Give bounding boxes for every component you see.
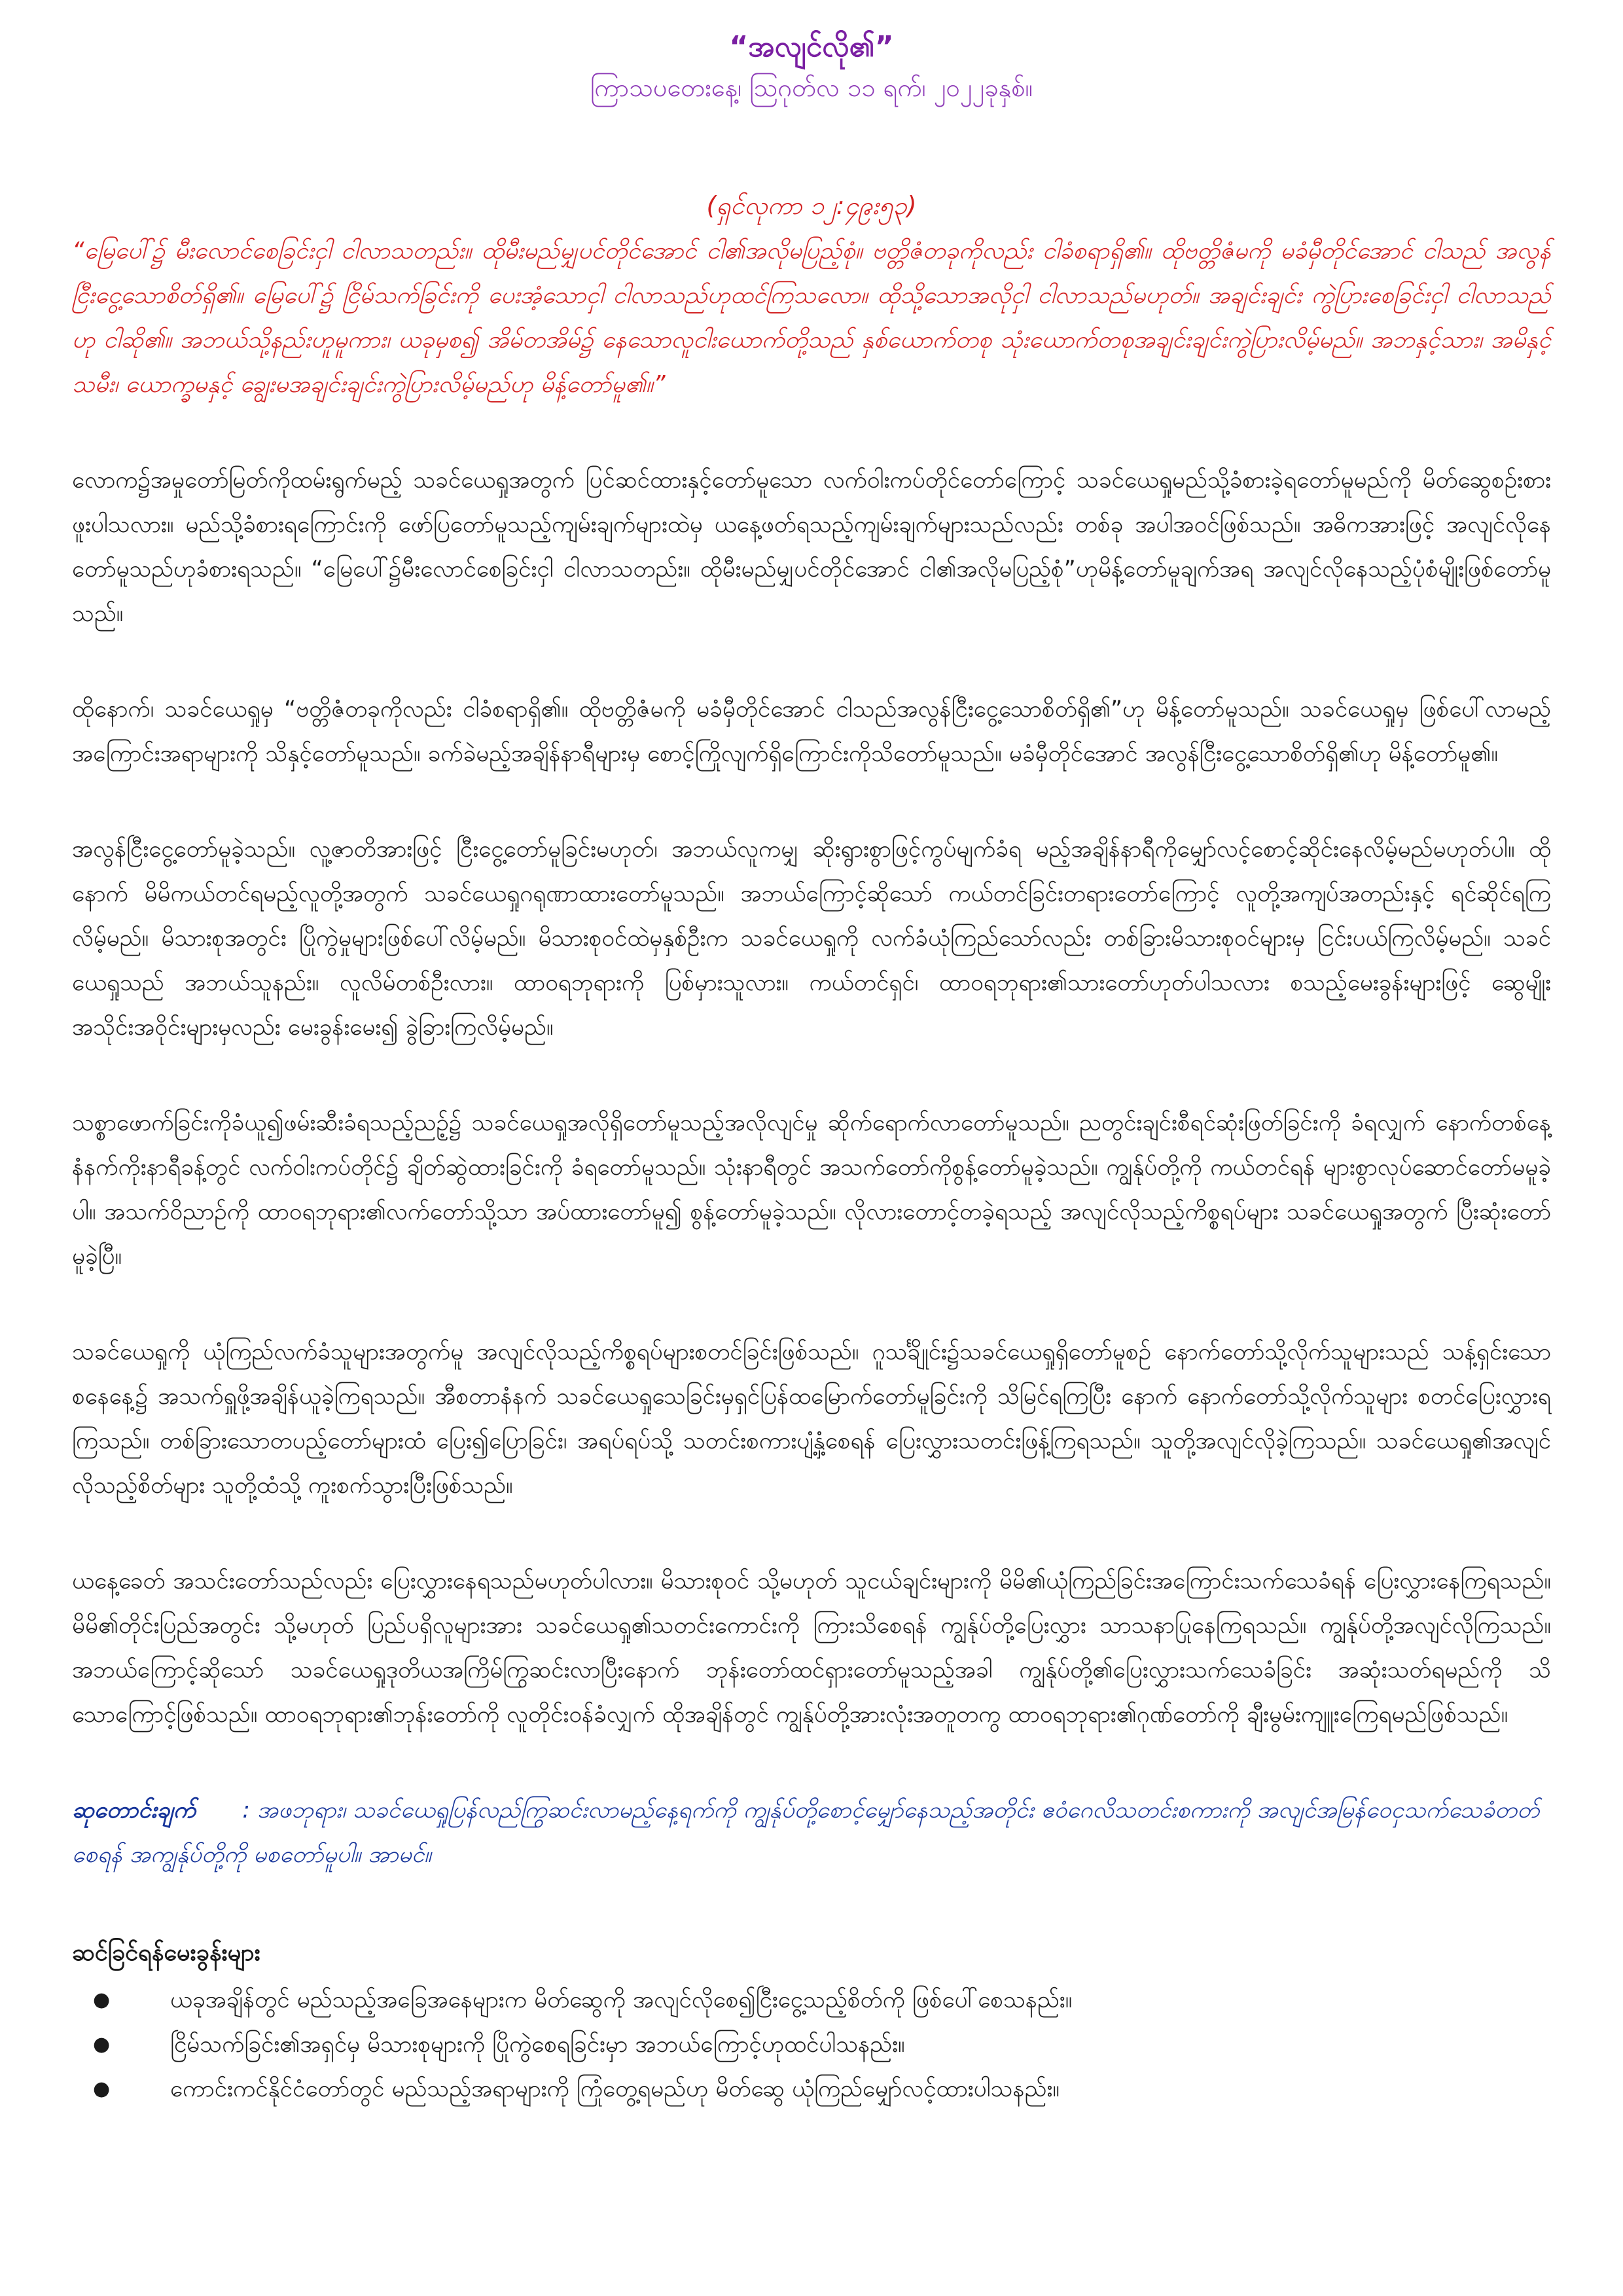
paragraph-5: သခင်ယေရှုကို ယုံကြည်လက်ခံသူများအတွက်မူ အလျင်လိုသည့်ကိစ္စရပ်များစတင်ခြင်းဖြစ်သည်။ ဂူသင်္ချိုင်း၌သခင်ယေရှုရှိတော်မူစဉ် နောက်တော်သို့လိုက်သူများသည် သန့်ရှင်းသောစနေနေ့၌ အသက်ရှူဖို့အချိန်ယူခဲ့ကြရသည်။ အီစတာနံနက် သခင်ယေရှုသေခြင်းမှရှင်ပြန်ထမြောက်တော်မူခြင်းကို သိမြင်ရကြပြီး နောက် နောက်တော်သို့လိုက်သူများ စတင်ပြေးလွှားရကြသည်။ တစ်ခြားသောတပည့်တော်များထံ ပြေး၍ပြောခြင်း၊ အရပ်ရပ်သို့ သတင်းစကားပျံ့နှံ့စေရန် ပြေးလွှားသတင်းဖြန့်ကြရသည်။ သူတို့အလျင်လိုခဲ့ကြသည်။ သခင်ယေရှု၏အလျင်လိုသည့်စိတ်များ သူတို့ထံသို့ ကူးစက်သွားပြီးဖြစ်သည်။ [72, 1339, 1551, 1499]
prayer-block [72, 1788, 1551, 1877]
page-title: “အလျင်လို၏” [729, 30, 894, 63]
bullet-icon: ● [93, 1988, 111, 2011]
questions-list [72, 1978, 1551, 2111]
prayer-label: ဆုတောင်းချက် [72, 1797, 196, 1823]
list-item [72, 1978, 1551, 2022]
scripture-text: “မြေပေါ်၌ မီးလောင်စေခြင်းငှါ ငါလာသတည်း။ ထိုမီးမည်မျှပင်တိုင်အောင် ငါ၏အလိုမပြည့်စုံ။ ဗတ္တိဇံတခုကိုလည်း ငါခံစရာရှိ၏။ ထိုဗတ္တိဇံမကို မခံမှီတိုင်အောင် ငါသည် အလွန်ငြီးငွေ့သောစိတ်ရှိ၏။ မြေပေါ်၌ ငြိမ်သက်ခြင်းကို ပေးအံ့သောငှါ ငါလာသည်ဟုထင်ကြသလော။ ထိုသို့သောအလိုငှါ ငါလာသည်မဟုတ်။ အချင်းချင်း ကွဲပြားစေခြင်းငှါ ငါလာသည်ဟု ငါဆို၏။ အဘယ်သို့နည်းဟူမူကား၊ ယခုမှစ၍ အိမ်တအိမ်၌ နေသောလူငါးယောက်တို့သည် နှစ်ယောက်တစု သုံးယောက်တစုအချင်းချင်းကွဲပြားလိမ့်မည်။ အဘနှင့်သား၊ အမိနှင့်သမီး၊ ယောက္ခမနှင့် ချွေးမအချင်းချင်းကွဲပြားလိမ့်မည်ဟု မိန့်တော်မူ၏။” [72, 238, 1551, 398]
paragraph-2: ထိုနောက်၊ သခင်ယေရှုမှ “ဗတ္တိဇံတခုကိုလည်း ငါခံစရာရှိ၏။ ထိုဗတ္တိဇံမကို မခံမှီတိုင်အောင် ငါသည်အလွန်ငြီးငွေ့သောစိတ်ရှိ၏”ဟု မိန့်တော်မူသည်။ သခင်ယေရှုမှ ဖြစ်ပေါ်လာမည့်အကြောင်းအရာများကို သိနှင့်တော်မူသည်။ ခက်ခဲမည့်အချိန်နာရီများမှ စောင့်ကြိုလျက်ရှိကြောင်းကိုသိတော်မူသည်။ မခံမှီတိုင်အောင် အလွန်ငြီးငွေ့သောစိတ်ရှိ၏ဟု မိန့်တော်မူ၏။ [72, 696, 1551, 767]
scripture-reference: (ရှင်လုကာ ၁၂:၄၉း၅၃) [706, 191, 917, 220]
questions-heading: ဆင်ခြင်ရန်မေးခွန်းများ [72, 1939, 260, 1966]
bullet-icon: ● [93, 2077, 111, 2100]
paragraph-3: အလွန်ငြီးငွေ့တော်မူခဲ့သည်။ လူ့ဇာတိအားဖြင့် ငြီးငွေ့တော်မူခြင်းမဟုတ်၊ အဘယ်လူကမျှ ဆိုးရွားစွာဖြင့်ကွပ်မျက်ခံရ မည့်အချိန်နာရီကိုမျှော်လင့်စောင့်ဆိုင်းနေလိမ့်မည်မဟုတ်ပါ။ ထိုနောက် မိမိကယ်တင်ရမည့်လူတို့အတွက် သခင်ယေရှုဂရုဏာထားတော်မူသည်။ အဘယ်ကြောင့်ဆိုသော် ကယ်တင်ခြင်းတရားတော်ကြောင့် လူတို့အကျပ်အတည်းနှင့် ရင်ဆိုင်ရကြလိမ့်မည်။ မိသားစုအတွင်း ပြိုကွဲမှုများဖြစ်ပေါ်လိမ့်မည်။ မိသားစုဝင်ထဲမှနှစ်ဦးက သခင်ယေရှုကို လက်ခံယုံကြည်သော်လည်း တစ်ခြားမိသားစုဝင်များမှ ငြင်းပယ်ကြလိမ့်မည်။ သခင်ယေရှုသည် အဘယ်သူနည်း။ လူလိမ်တစ်ဦးလား။ ထာဝရဘုရားကို ပြစ်မှားသူလား။ ကယ်တင်ရှင်၊ ထာဝရဘုရား၏သားတော်ဟုတ်ပါသလား စသည့်မေးခွန်းများဖြင့် ဆွေမျိုးအသိုင်းအဝိုင်းများမှလည်း မေးခွန်းမေး၍ ခွဲခြားကြလိမ့်မည်။ [72, 836, 1551, 1041]
question-text: ငြိမ်သက်ခြင်း၏အရှင်မှ မိသားစုများကို ပြိုကွဲစေရခြင်းမှာ အဘယ်ကြောင့်ဟုထင်ပါသနည်း။ [170, 2032, 905, 2058]
question-text: ယခုအချိန်တွင် မည်သည့်အခြေအနေများက မိတ်ဆွေကို အလျင်လိုစေ၍ငြီးငွေ့သည့်စိတ်ကို ဖြစ်ပေါ်စေသနည်း။ [170, 1987, 1073, 2013]
prayer-text: : အဖဘုရား၊ သခင်ယေရှုပြန်လည်ကြွဆင်းလာမည့်နေ့ရက်ကို ကျွန်ုပ်တို့စောင့်မျှော်နေသည့်အတိုင်း ဧဝံဂေလိသတင်းစကားကို အလျင်အမြန်ဝေငှသက်သေခံတတ်စေရန် အကျွန်ုပ်တို့ကို မစတော်မူပါ။ အာမင်။ [72, 1797, 1540, 1868]
date-line: ကြာသပတေးနေ့၊ ဩဂုတ်လ ၁၁ ရက်၊ ၂၀၂၂ခုနှစ်။ [590, 73, 1033, 102]
question-text: ကောင်းကင်နိုင်ငံတော်တွင် မည်သည့်အရာများကို ကြုံတွေ့ရမည်ဟု မိတ်ဆွေ ယုံကြည်မျှော်လင့်ထားပါသနည်း။ [170, 2076, 1060, 2102]
list-item [72, 2067, 1551, 2111]
paragraph-6: ယနေ့ခေတ် အသင်းတော်သည်လည်း ပြေးလွှားနေရသည်မဟုတ်ပါလား။ မိသားစုဝင် သို့မဟုတ် သူငယ်ချင်းများကို မိမိ၏ယုံကြည်ခြင်းအကြောင်းသက်သေခံရန် ပြေးလွှားနေကြရသည်။ မိမိ၏တိုင်းပြည်အတွင်း သို့မဟုတ် ပြည်ပရှိလူများအား သခင်ယေရှု၏သတင်းကောင်းကို ကြားသိစေရန် ကျွန်ုပ်တို့ပြေးလွှား သာသနာပြုနေကြရသည်။ ကျွန်ုပ်တို့အလျင်လိုကြသည်။ အဘယ်ကြောင့်ဆိုသော် သခင်ယေရှုဒုတိယအကြိမ်ကြွဆင်းလာပြီးနောက် ဘုန်းတော်ထင်ရှားတော်မူသည့်အခါ ကျွန်ုပ်တို့၏ပြေးလွှားသက်သေခံခြင်း အဆုံးသတ်ရမည်ကို သိသောကြောင့်ဖြစ်သည်။ ထာဝရဘုရား၏ဘုန်းတော်ကို လူတိုင်းဝန်ခံလျှက် ထိုအချိန်တွင် ကျွန်ုပ်တို့အားလုံးအတူတကွ ထာဝရဘုရား၏ဂုဏ်တော်ကို ချီးမွမ်းကျူးကြေရမည်ဖြစ်သည်။ [72, 1568, 1551, 1728]
paragraph-4: သစ္စာဖောက်ခြင်းကိုခံယူ၍ဖမ်းဆီးခံရသည့်ညဉ့်၌ သခင်ယေရှုအလိုရှိတော်မူသည့်အလိုလျင်မှု ဆိုက်ရောက်လာတော်မူသည်။ ညတွင်းချင်းစီရင်ဆုံးဖြတ်ခြင်းကို ခံရလျှက် နောက်တစ်နေ့နံနက်ကိုးနာရီခန့်တွင် လက်ဝါးကပ်တိုင်၌ ချိတ်ဆွဲထားခြင်းကို ခံရတော်မူသည်။ သုံးနာရီတွင် အသက်တော်ကိုစွန့်တော်မူခဲ့သည်။ ကျွန်ုပ်တို့ကို ကယ်တင်ရန် များစွာလုပ်ဆောင်တော်မမူခဲ့ပါ။ အသက်ဝိညာဉ်ကို ထာဝရဘုရား၏လက်တော်သို့သာ အပ်ထားတော်မူ၍ စွန့်တော်မူခဲ့သည်။ လိုလားတောင့်တခဲ့ရသည့် အလျင်လိုသည့်ကိစ္စရပ်များ သခင်ယေရှုအတွက် ပြီးဆုံးတော်မူခဲ့ပြီ။ [72, 1110, 1551, 1270]
bullet-icon: ● [93, 2033, 111, 2056]
list-item [72, 2022, 1551, 2067]
paragraph-1: လောက၌အမှုတော်မြတ်ကိုထမ်းရွက်မည့် သခင်ယေရှုအတွက် ပြင်ဆင်ထားနှင့်တော်မူသော လက်ဝါးကပ်တိုင်တော်ကြောင့် သခင်ယေရှုမည်သို့ခံစားခဲ့ရတော်မူမည်ကို မိတ်ဆွေစဉ်းစားဖူးပါသလား။ မည်သို့ခံစားရကြောင်းကို ဖော်ပြတော်မူသည့်ကျမ်းချက်များထဲမှ ယနေ့ဖတ်ရသည့်ကျမ်းချက်များသည်လည်း တစ်ခု အပါအဝင်ဖြစ်သည်။ အဓိကအားဖြင့် အလျင်လိုနေတော်မူသည်ဟုခံစားရသည်။ “မြေပေါ်၌မီးလောင်စေခြင်းငှါ ငါလာသတည်း။ ထိုမီးမည်မျှပင်တိုင်အောင် ငါ၏အလိုမပြည့်စုံ”ဟုမိန့်တော်မူချက်အရ အလျင်လိုနေသည့်ပုံစံမျိုးဖြစ်တော်မူသည်။ [72, 467, 1551, 627]
devotional-page [72, 26, 1551, 2111]
